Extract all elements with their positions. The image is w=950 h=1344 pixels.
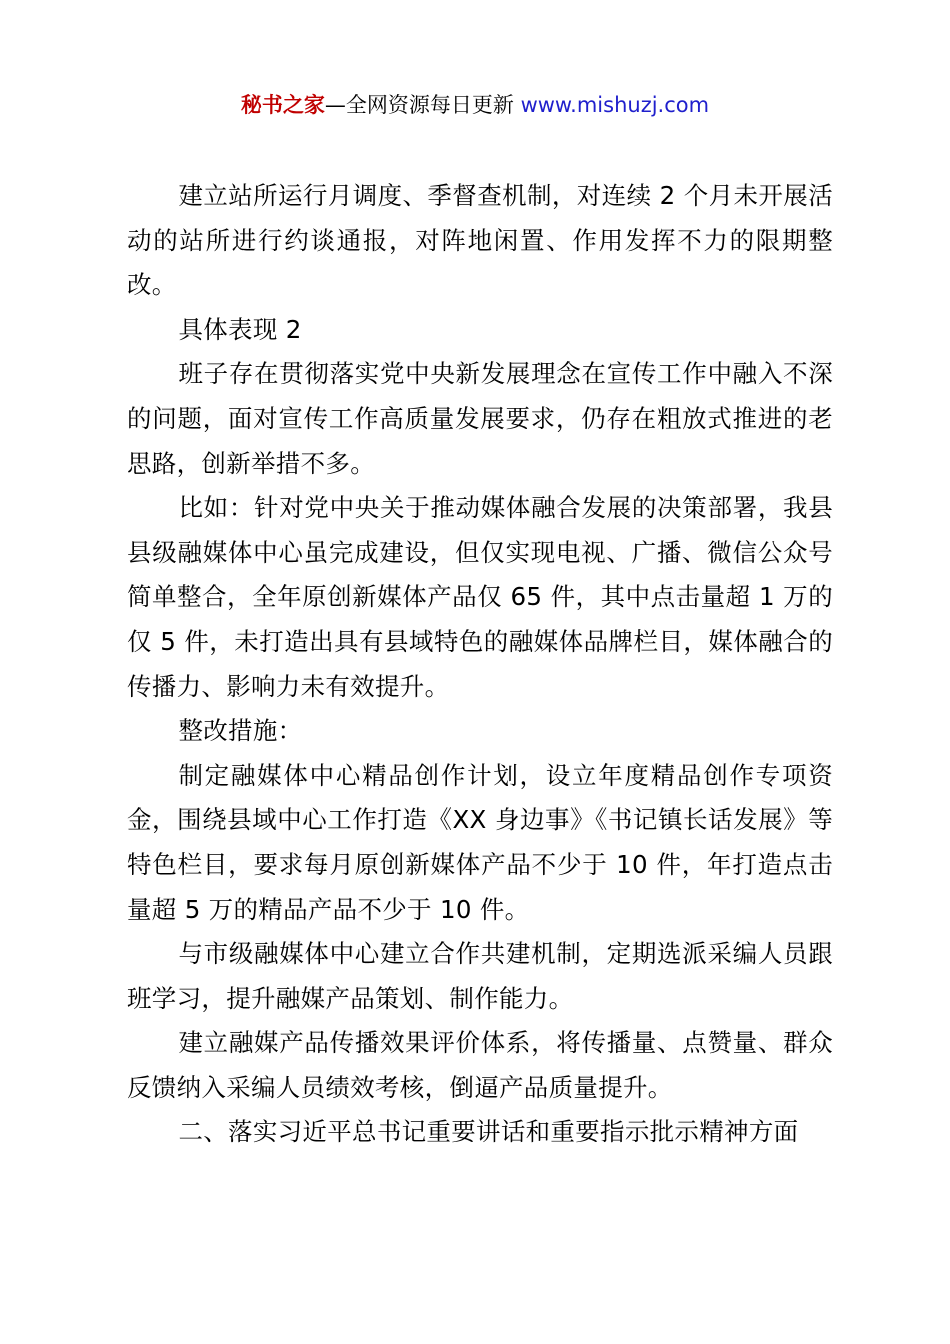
paragraph-measure-1: 制定融媒体中心精品创作计划，设立年度精品创作专项资金，围绕县域中心工作打造《XX 身边事》《书记镇长话发展》等特色栏目，要求每月原创新媒体产品不少于 10 件，年打造点击量超 5 万的精品产品不少于 10 件。 (127, 760, 833, 924)
paragraph-team-problem: 班子存在贯彻落实党中央新发展理念在宣传工作中融入不深的问题，面对宣传工作高质量发展要求，仍存在粗放式推进的老思路，创新举措不多。 (127, 359, 833, 478)
document-body (127, 174, 833, 1155)
brand-name: 秘书之家 (240, 93, 325, 117)
page-header (0, 88, 950, 122)
paragraph-measure-2: 与市级融媒体中心建立合作共建机制，定期选派采编人员跟班学习，提升融媒产品策划、制作能力。 (127, 939, 833, 1013)
heading-rectification-measures: 整改措施： (178, 716, 303, 746)
website-url: www.mishuzj.com (520, 93, 710, 117)
heading-specific-performance-2: 具体表现 2 (178, 314, 302, 344)
section-heading-2: 二、落实习近平总书记重要讲话和重要指示批示精神方面 (178, 1117, 799, 1147)
paragraph-measure-3: 建立融媒产品传播效果评价体系，将传播量、点赞量、群众反馈纳入采编人员绩效考核，倒逼产品质量提升。 (127, 1028, 833, 1102)
header-tagline: —全网资源每日更新 (324, 93, 514, 117)
paragraph-station-supervision: 建立站所运行月调度、季督查机制，对连续 2 个月未开展活动的站所进行约谈通报，对阵地闲置、作用发挥不力的限期整改。 (127, 181, 833, 300)
paragraph-example: 比如：针对党中央关于推动媒体融合发展的决策部署，我县县级融媒体中心虽完成建设，但仅实现电视、广播、微信公众号简单整合，全年原创新媒体产品仅 65 件，其中点击量超 1 万的仅 5 件，未打造出具有县域特色的融媒体品牌栏目，媒体融合的传播力、影响力未有效提升。 (127, 493, 833, 701)
